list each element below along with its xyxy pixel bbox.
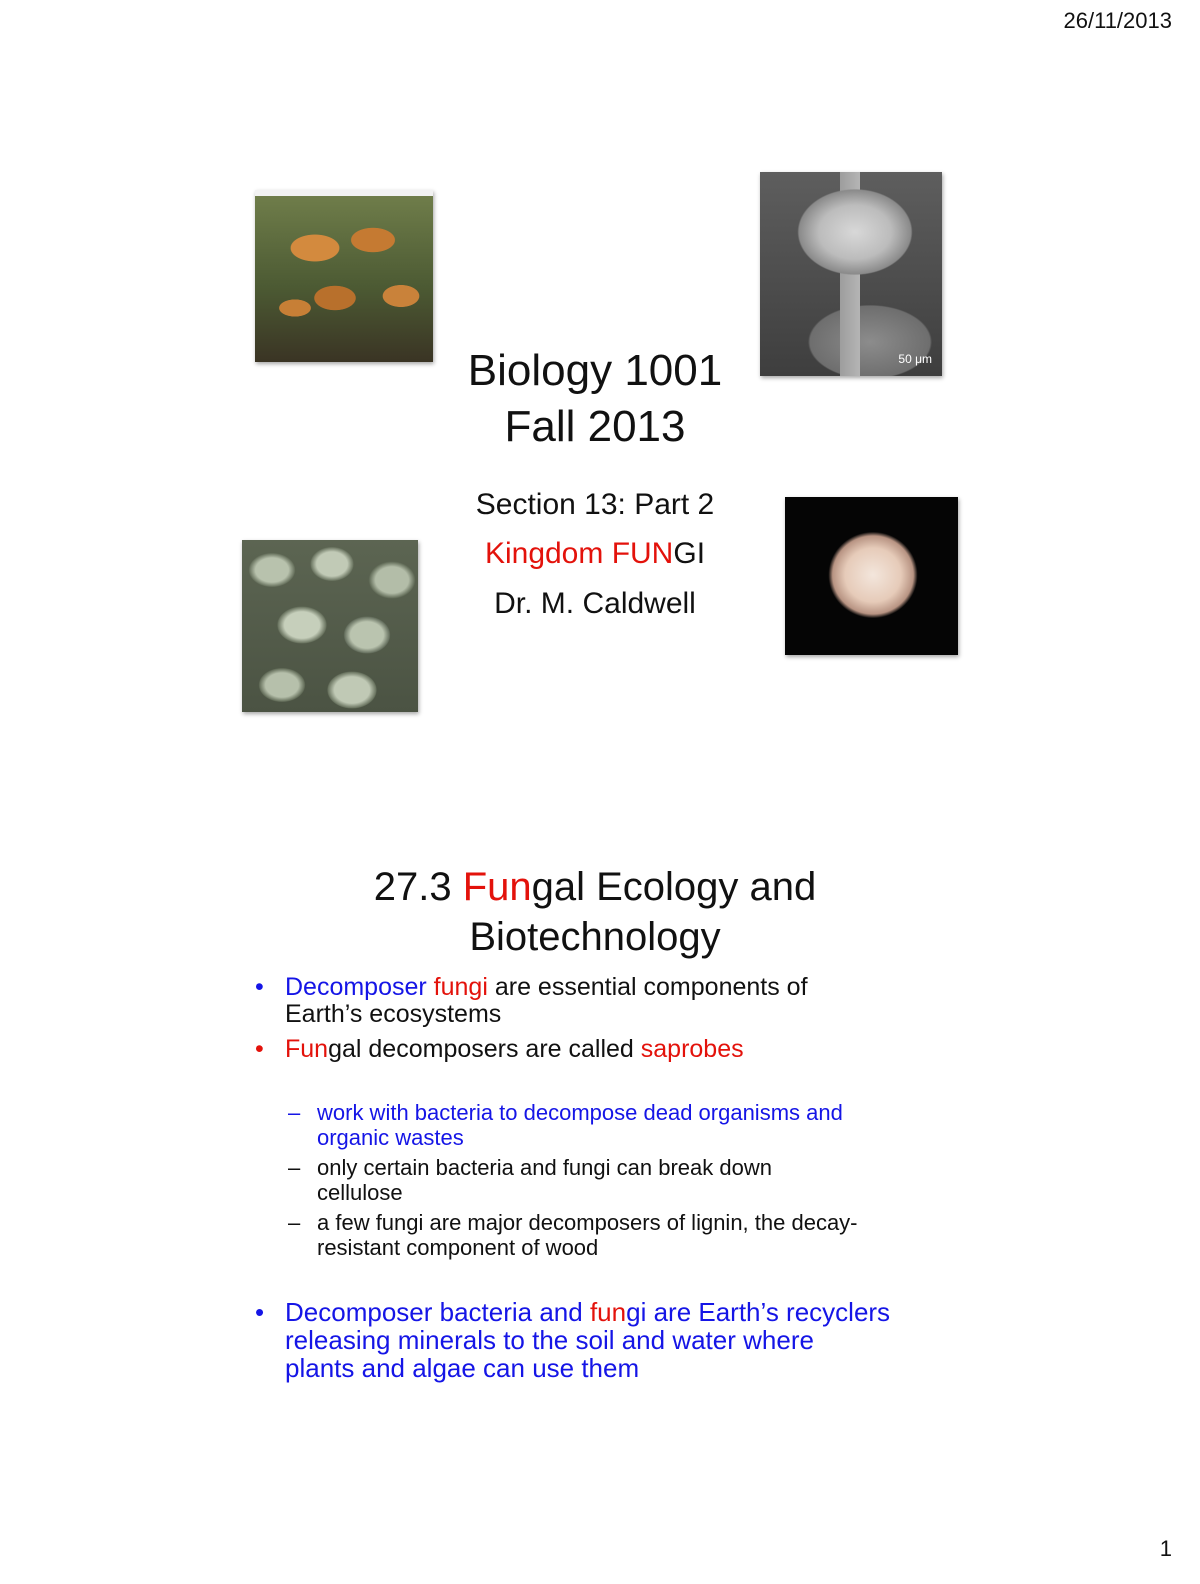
slide1-subtitle: Section 13: Part 2 bbox=[475, 488, 715, 521]
bullet-dot: • bbox=[255, 1035, 264, 1063]
subbullet-cellulose bbox=[255, 1155, 975, 1205]
title-fun: Fun bbox=[462, 865, 532, 909]
subbullet-lignin bbox=[255, 1210, 975, 1260]
text-earths-ecosystems: Earth’s ecosystems bbox=[285, 1000, 502, 1028]
mold-photo bbox=[785, 497, 958, 655]
text-essential: are essential components of bbox=[487, 973, 808, 1001]
text-fun: fun bbox=[589, 1297, 627, 1327]
text-fungi: fungi bbox=[433, 973, 488, 1001]
kingdom-red-text: Kingdom FUN bbox=[484, 537, 674, 570]
bullet-dot: • bbox=[255, 1297, 265, 1327]
text-decomposer: Decomposer bbox=[285, 973, 434, 1001]
scale-bar-label: 50 μm bbox=[898, 352, 932, 366]
bullet-dot: • bbox=[255, 973, 264, 1001]
text-gal-decomposers: gal decomposers are called bbox=[328, 1035, 641, 1063]
title-rest2: Biotechnology bbox=[469, 915, 721, 959]
slide2-bullets-bottom bbox=[255, 1298, 975, 1382]
slide1-author: Dr. M. Caldwell bbox=[494, 587, 696, 620]
text-sub1-line2: organic wastes bbox=[317, 1125, 464, 1150]
text-sub3-line1: a few fungi are major decomposers of lignin, the decay- bbox=[317, 1210, 858, 1235]
slide1-kingdom bbox=[380, 537, 810, 571]
text-fun: Fun bbox=[285, 1035, 329, 1063]
text-decomposer-bacteria: Decomposer bacteria and bbox=[285, 1297, 590, 1327]
page-date: 26/11/2013 bbox=[1063, 8, 1172, 33]
title-rest1: gal Ecology and bbox=[531, 865, 817, 909]
bullet-decomposer-fungi bbox=[255, 974, 975, 1028]
text-saprobes: saprobes bbox=[640, 1035, 744, 1063]
text-sub2-line2: cellulose bbox=[317, 1180, 403, 1205]
text-sub2-line1: only certain bacteria and fungi can break down bbox=[317, 1155, 772, 1180]
sub-dash: – bbox=[288, 1210, 301, 1235]
text-recyclers: gi are Earth’s recyclers bbox=[626, 1297, 891, 1327]
bullet-saprobes bbox=[255, 1036, 975, 1063]
text-releasing-minerals: releasing minerals to the soil and water where bbox=[285, 1325, 814, 1355]
slide2-title bbox=[300, 862, 890, 962]
text-sub3-line2: resistant component of wood bbox=[317, 1235, 599, 1260]
subbullet-bacteria bbox=[255, 1100, 975, 1150]
bullet-recyclers bbox=[255, 1298, 975, 1382]
slide1-title-line2: Fall 2013 bbox=[504, 402, 686, 451]
sub-dash: – bbox=[288, 1100, 301, 1125]
page-number: 1 bbox=[1159, 1536, 1172, 1561]
kingdom-black-text: GI bbox=[673, 537, 706, 570]
title-number: 27.3 bbox=[373, 865, 463, 909]
sub-dash: – bbox=[288, 1155, 301, 1180]
text-sub1-line1: work with bacteria to decompose dead organisms and bbox=[317, 1100, 843, 1125]
mushroom-photo bbox=[255, 190, 433, 362]
text-plants-algae: plants and algae can use them bbox=[285, 1353, 640, 1383]
slide2-subbullets bbox=[255, 1100, 975, 1260]
slide2-bullets-top bbox=[255, 974, 975, 1063]
slide1-title-line1: Biology 1001 bbox=[467, 346, 723, 395]
